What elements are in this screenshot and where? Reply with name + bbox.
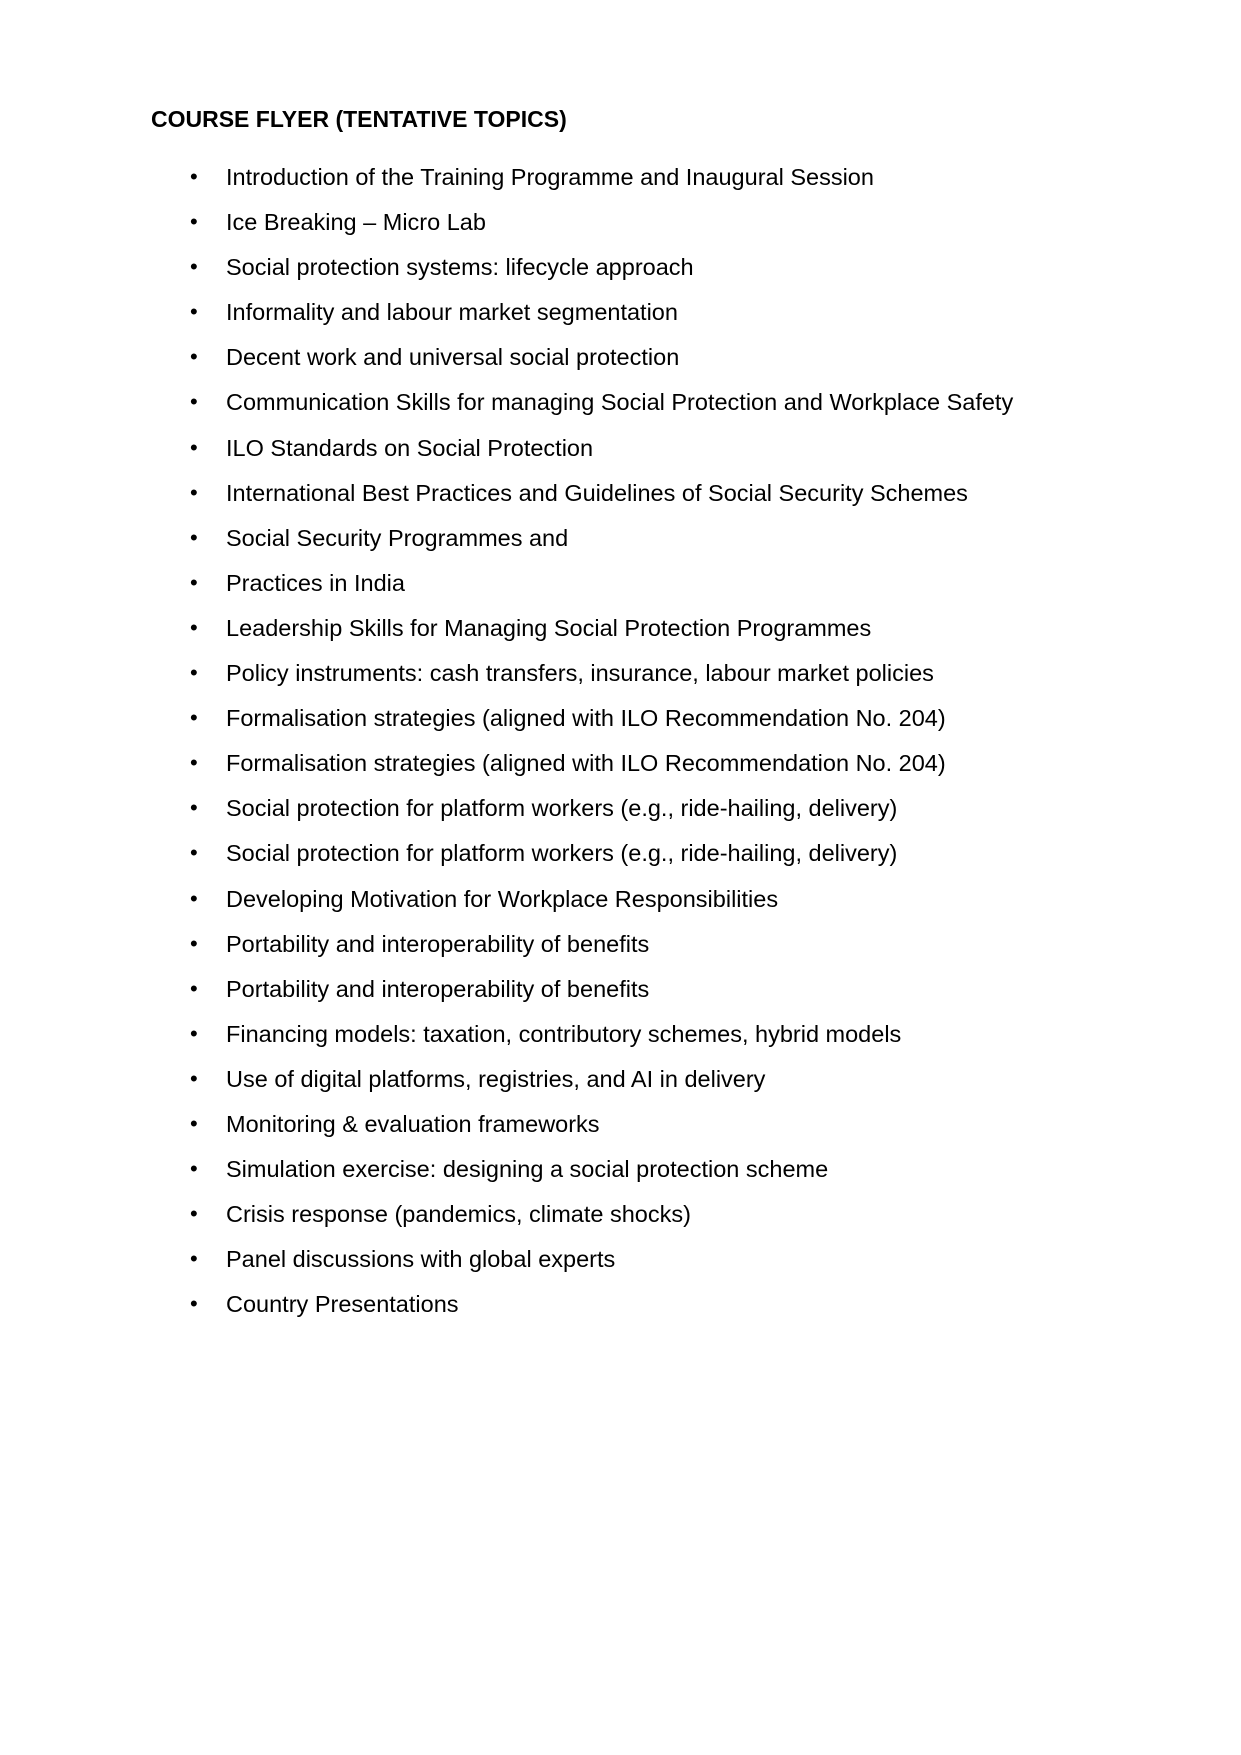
bullet-icon: • [190,254,198,280]
bullet-icon: • [190,930,198,956]
bullet-icon: • [190,975,198,1001]
bullet-icon: • [190,209,198,235]
topic-text: Communication Skills for managing Social Protection and Workplace Safety [226,389,1014,416]
topic-text: Decent work and universal social protection [226,344,680,371]
topic-text: Social protection systems: lifecycle approach [226,254,694,281]
topic-text: Introduction of the Training Programme and Inaugural Session [226,164,874,190]
topic-text: Country Presentations [226,1291,459,1318]
bullet-icon: • [190,479,198,505]
bullet-icon: • [190,1291,198,1317]
bullet-icon: • [190,1110,198,1136]
topic-text: Informality and labour market segmentation [226,299,678,326]
bullet-icon: • [190,524,198,550]
bullet-icon: • [190,840,198,866]
topic-text: Portability and interoperability of benefits [226,975,650,1002]
topic-text: Practices in India [226,569,405,596]
bullet-icon: • [190,1065,198,1091]
topic-text: Leadership Skills for Managing Social Protection Programmes [226,614,872,641]
bullet-icon: • [190,750,198,776]
page-title: COURSE FLYER (TENTATIVE TOPICS) [151,106,567,132]
bullet-icon: • [190,299,198,325]
topic-text: Portability and interoperability of benefits [226,930,650,957]
bullet-icon: • [190,1020,198,1046]
topic-text: Formalisation strategies (aligned with ILO Recommendation No. 204) [226,750,946,777]
bullet-icon: • [190,660,198,686]
topic-text: Developing Motivation for Workplace Responsibilities [226,885,779,912]
topic-text: Ice Breaking – Micro Lab [226,209,486,236]
topic-text: ILO Standards on Social Protection [226,434,594,461]
topic-text: International Best Practices and Guidelines of Social Security Schemes [226,479,968,506]
bullet-icon: • [190,1201,198,1227]
topic-text: Monitoring & evaluation frameworks [226,1110,600,1137]
topic-text: Formalisation strategies (aligned with ILO Recommendation No. 204) [226,705,946,732]
bullet-icon: • [190,344,198,370]
bullet-icon: • [190,885,198,911]
bullet-icon: • [190,705,198,731]
topic-text: Financing models: taxation, contributory schemes, hybrid models [226,1020,902,1047]
topic-text: Use of digital platforms, registries, and AI in delivery [226,1065,766,1092]
bullet-icon: • [190,389,198,415]
topic-text: Social protection for platform workers (e.g., ride-hailing, delivery) [226,795,898,822]
bullet-icon: • [190,1156,198,1182]
topic-text: Crisis response (pandemics, climate shocks) [226,1201,691,1228]
bullet-icon: • [190,434,198,460]
bullet-icon: • [190,164,198,189]
topic-text: Social protection for platform workers (e.g., ride-hailing, delivery) [226,840,898,867]
bullet-icon: • [190,614,198,640]
topic-text: Social Security Programmes and [226,524,569,551]
topic-text: Panel discussions with global experts [226,1246,616,1273]
bullet-icon: • [190,1246,198,1272]
bullet-icon: • [190,795,198,821]
topic-text: Policy instruments: cash transfers, insurance, labour market policies [226,660,934,687]
bullet-icon: • [190,569,198,595]
topic-text: Simulation exercise: designing a social protection scheme [226,1156,829,1183]
